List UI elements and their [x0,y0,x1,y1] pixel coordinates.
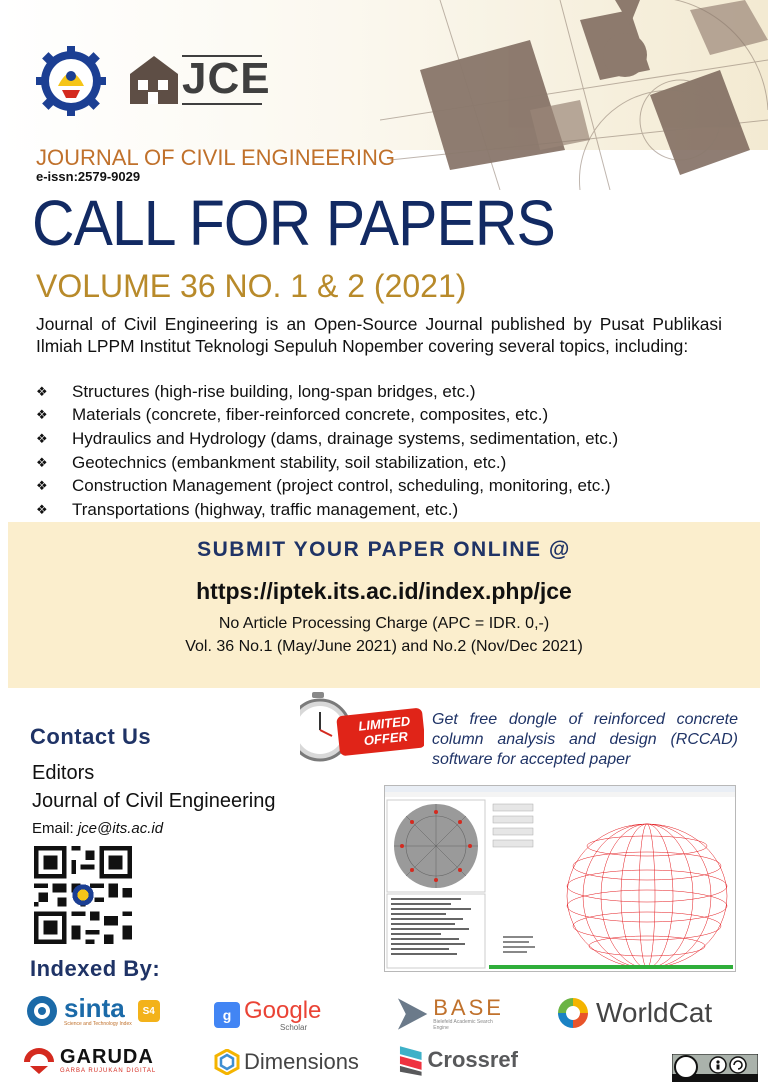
base-chevron-icon [396,996,429,1032]
diamond-bullet-icon: ❖ [36,478,48,494]
garuda-wordmark: GARUDA [60,1046,154,1068]
apc-note: No Article Processing Charge (APC = IDR. 0,-) [218,615,550,632]
diamond-bullet-icon: ❖ [36,383,48,399]
list-item [36,451,756,475]
google-scholar-icon: g [214,1002,240,1028]
topic-text: Construction Management (project control, scheduling, monitoring, etc.) [72,476,611,496]
worldcat-logo [556,995,746,1031]
diamond-bullet-icon: ❖ [36,454,48,470]
editors-journal: Journal of Civil Engineering [32,790,276,812]
diamond-bullet-icon: ❖ [36,501,48,517]
blueprint-graphic [380,0,768,190]
email-link[interactable]: jce@its.ac.id [77,820,164,837]
sinta-logo [22,993,162,1029]
base-tagline: Bielefeld Academic Search Engine [433,1019,493,1031]
list-item [36,404,756,428]
volume-heading: VOLUME 36 NO. 1 & 2 (2021) [36,268,467,304]
topic-text: Structures (high-rise building, long-span bridges, etc.) [72,381,476,401]
offer-text: Get free dongle of reinforced concrete column analysis and design (RCCAD) software for accepted paper [432,711,738,768]
indexed-heading: Indexed By: [30,956,161,981]
jce-logo-text: JCE [182,54,271,103]
topic-text: Hydraulics and Hydrology (dams, drainage systems, sedimentation, etc.) [72,428,619,448]
topics-list [36,380,756,522]
qr-code-icon [34,846,132,944]
submit-heading: SUBMIT YOUR PAPER ONLINE @ [197,538,571,561]
email-row [32,820,163,837]
worldcat-swirl-icon [556,996,590,1030]
list-item [36,474,756,498]
base-text-group [433,997,508,1031]
its-logo [36,46,106,116]
topic-text: Materials (concrete, fiber-reinforced concrete, composites, etc.) [72,405,549,425]
dimensions-wordmark: Dimensions [244,1049,359,1074]
issn: e-issn:2579-9029 [36,169,141,184]
google-scholar-logo [214,997,334,1033]
garuda-logo [22,1043,172,1079]
cc-by-sa-license-icon [672,1054,758,1082]
garuda-bird-icon [22,1046,56,1076]
email-label: Email: [32,820,78,837]
sinta-rank-badge: S4 [138,1000,160,1022]
base-wordmark: BASE [433,995,504,1020]
base-logo [396,995,508,1033]
crossref-logo [398,1041,518,1079]
worldcat-wordmark: WorldCat [596,997,713,1028]
sinta-wordmark: sinta [64,993,125,1023]
publication-dates: Vol. 36 No.1 (May/June 2021) and No.2 (Nov/Dec 2021) [185,638,583,655]
google-wordmark: Google [244,996,322,1024]
software-window-graphic [385,786,735,971]
dimensions-logo [214,1047,364,1077]
software-screenshot [384,785,736,972]
crossref-stack-icon [398,1042,424,1078]
list-item [36,427,756,451]
badge-line-2: OFFER [363,728,409,749]
crossref-wordmark: Crossref [427,1047,518,1072]
page-title: CALL FOR PAPERS [32,187,555,259]
dimensions-hex-icon [214,1049,240,1075]
list-item [36,498,756,522]
topic-text: Geotechnics (embankment stability, soil stabilization, etc.) [72,452,507,472]
garuda-text-group [60,1047,156,1075]
submission-link[interactable]: https://iptek.its.ac.id/index.php/jce [196,578,572,604]
journal-name: JOURNAL OF CIVIL ENGINEERING [36,145,395,170]
sinta-text-group [64,995,132,1027]
diamond-bullet-icon: ❖ [36,407,48,423]
intro-paragraph: Journal of Civil Engineering is an Open-Source Journal published by Pusat Publikasi Ilmiah LPPM Institut Teknologi Sepuluh Nopember covering several topics, including: [36,314,722,356]
topic-text: Transportations (highway, traffic management, etc.) [72,499,459,519]
sinta-mark-icon [22,994,62,1028]
google-text-group [244,996,322,1032]
contact-heading: Contact Us [30,724,152,749]
list-item [36,380,756,404]
diamond-bullet-icon: ❖ [36,430,48,446]
editors-label: Editors [32,762,95,784]
badge-line-1: LIMITED [357,713,411,734]
garuda-tagline: GARBA RUJUKAN DIGITAL [60,1068,157,1074]
google-scholar-sub: Scholar [280,1022,308,1032]
sinta-tagline: Science and Technology Index [64,1021,132,1027]
